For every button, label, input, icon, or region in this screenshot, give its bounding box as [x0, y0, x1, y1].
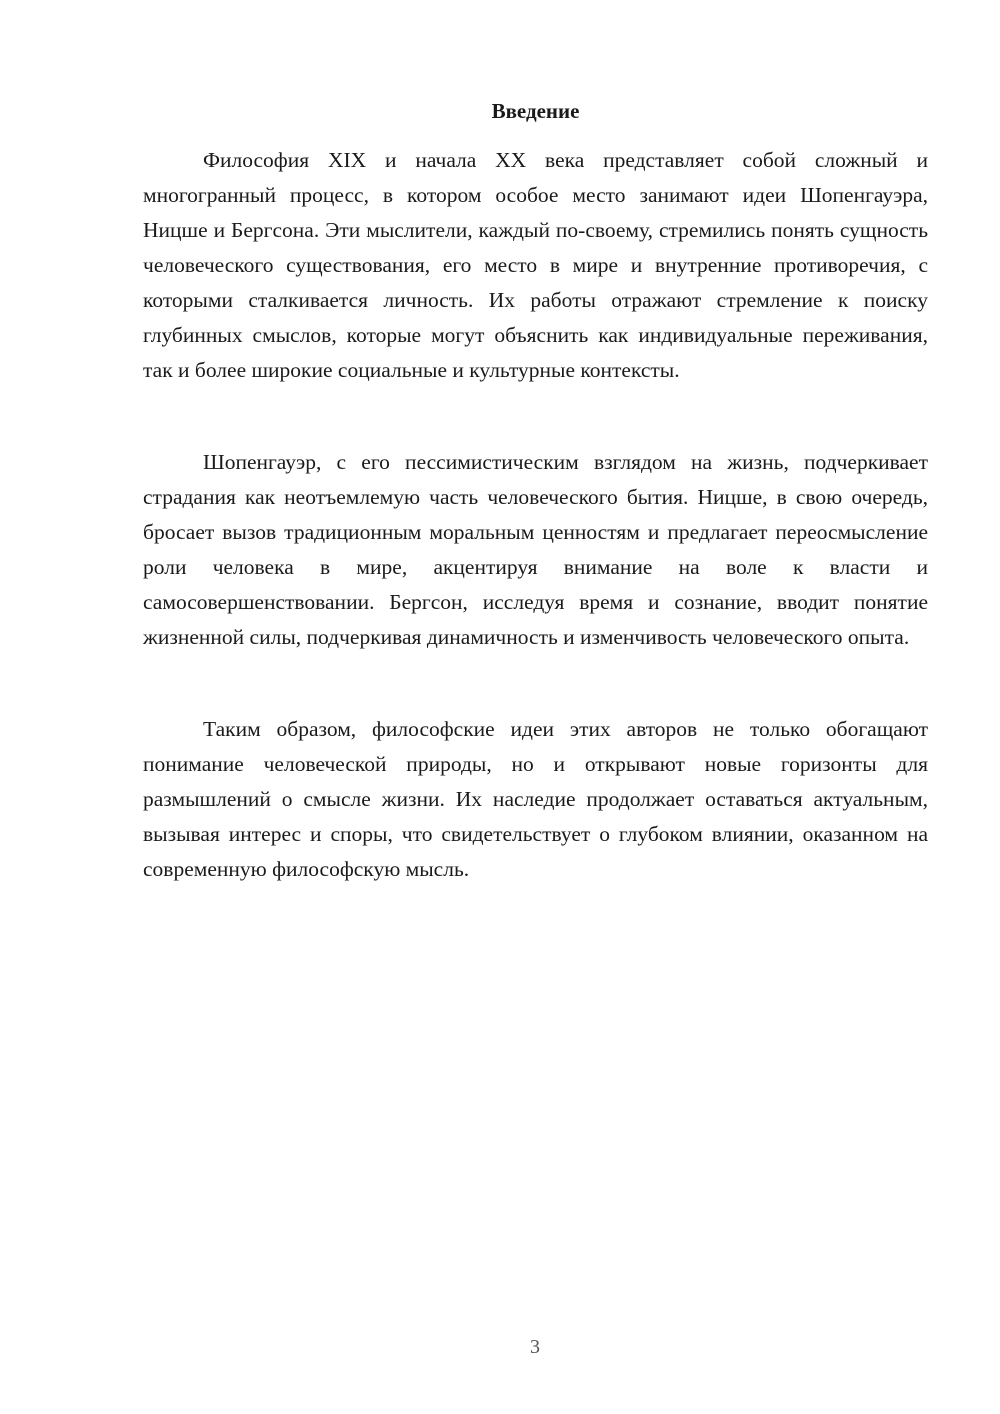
page-number: 3: [530, 1336, 540, 1358]
paragraph-intro: Философия XIX и начала XX века представляет собой сложный и многогранный процесс, в котором особое место занимают идеи Шопенгауэра, Ницше и Бергсона. Эти мыслители, каждый по-своему, стремились понять сущность человеческого существования, его место в мире и внутренние противоречия, с которыми сталкивается личность. Их работы отражают стремление к поиску глубинных смыслов, которые могут объяснить как индивидуальные переживания, так и более широкие социальные и культурные контексты.: [143, 148, 928, 382]
section-heading: Введение: [491, 99, 580, 123]
paragraph-thinkers: Шопенгауэр, с его пессимистическим взглядом на жизнь, подчеркивает страдания как неотъемлемую часть человеческого бытия. Ницше, в свою очередь, бросает вызов традиционным моральным ценностям и предлагает переосмысление роли человека в мире, акцентируя внимание на воле к власти и самосовершенствовании. Бергсон, исследуя время и сознание, вводит понятие жизненной силы, подчеркивая динамичность и изменчивость человеческого опыта.: [143, 450, 928, 649]
paragraph-conclusion: Таким образом, философские идеи этих авторов не только обогащают понимание человеческой природы, но и открывают новые горизонты для размышлений о смысле жизни. Их наследие продолжает оставаться актуальным, вызывая интерес и споры, что свидетельствует о глубоком влиянии, оказанном на современную философскую мысль.: [143, 717, 928, 881]
